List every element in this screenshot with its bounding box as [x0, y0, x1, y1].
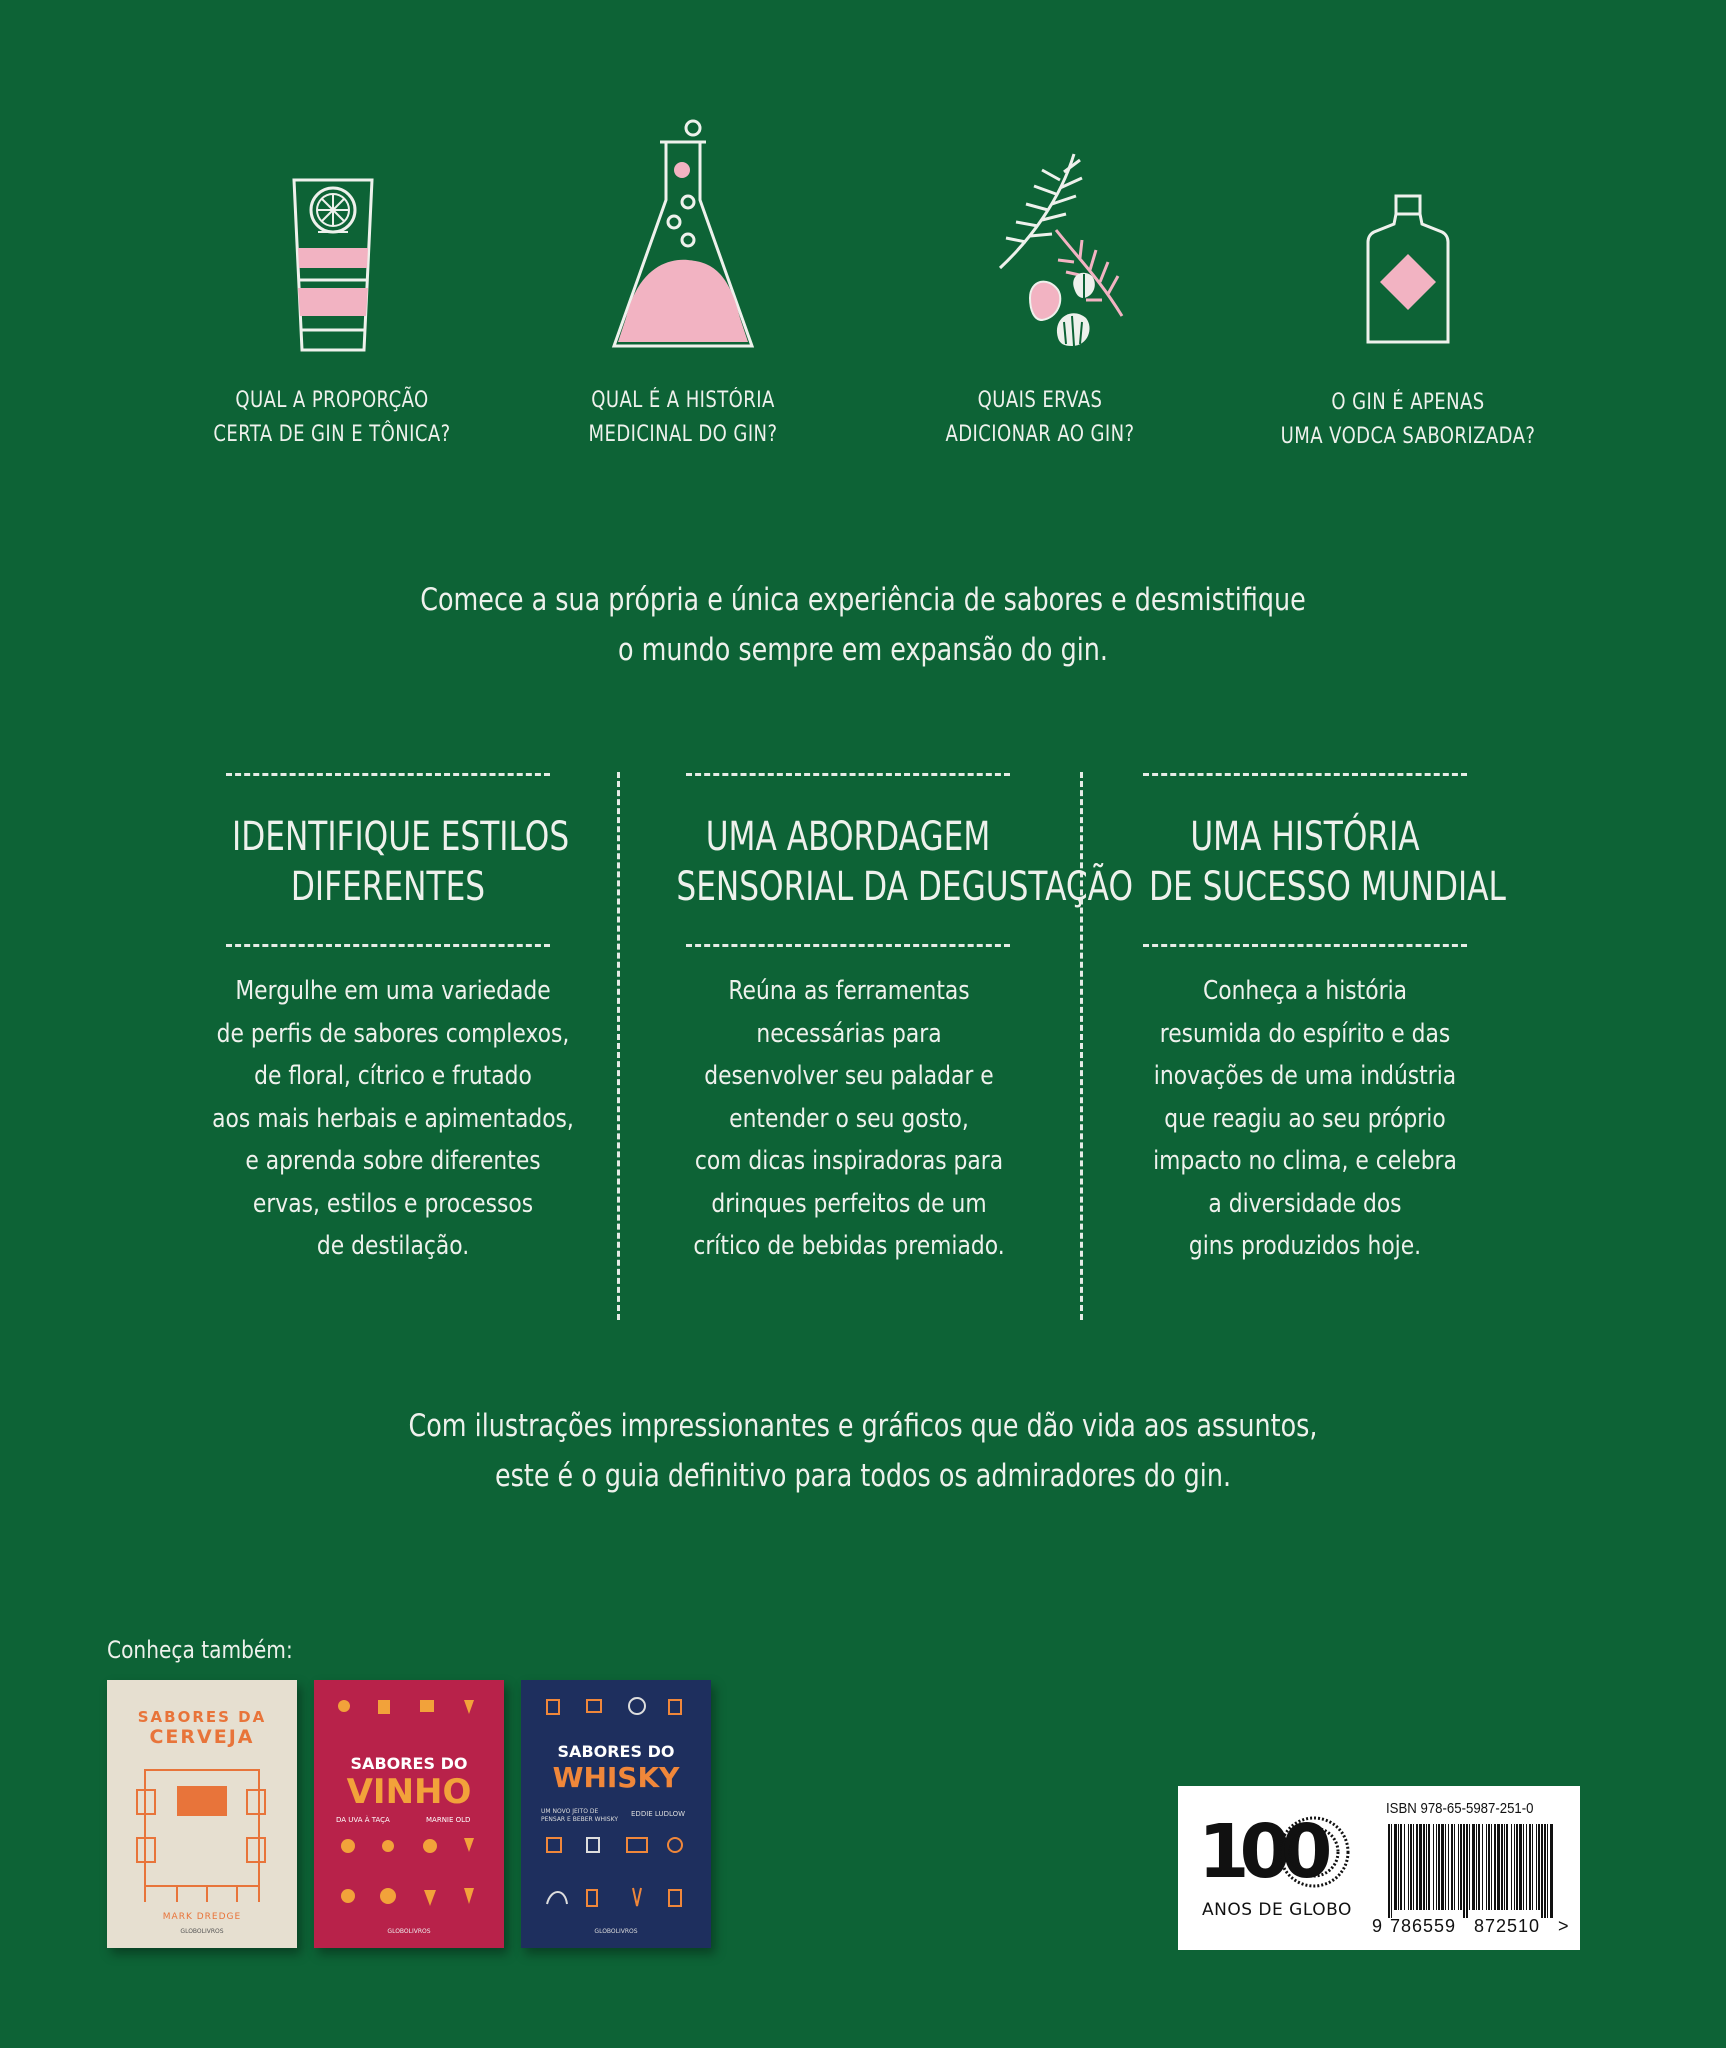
column-1-body-line: de perfis de sabores complexos, — [216, 1018, 570, 1049]
closing-text — [155, 1401, 1570, 1501]
barcode-bar — [1488, 1824, 1490, 1910]
column-2-top-divider — [686, 773, 1010, 776]
book-1-publisher: GLOBOLIVROS — [180, 1928, 224, 1935]
barcode-bar — [1463, 1824, 1465, 1918]
barcode-bar — [1486, 1824, 1487, 1910]
question-3 — [917, 384, 1163, 452]
book-2-publisher: GLOBOLIVROS — [387, 1928, 431, 1935]
book-3-title-line2: WHISKY — [552, 1761, 680, 1794]
column-3-mid-divider — [1143, 944, 1467, 947]
logo-number: 100 — [1198, 1809, 1323, 1895]
barcode-bar — [1519, 1824, 1522, 1910]
barcode-bar — [1445, 1824, 1446, 1910]
book-cover-cerveja[interactable] — [107, 1680, 297, 1948]
barcode-bar — [1466, 1824, 1468, 1918]
question-1-line2: CERTA DE GIN E TÔNICA? — [213, 422, 451, 447]
column-2-body-line: desenvolver seu paladar e — [704, 1061, 994, 1091]
barcode-bar — [1523, 1824, 1524, 1910]
column-3-body-line: que reagiu ao seu próprio — [1164, 1103, 1446, 1134]
book-2-author: MARNIE OLD — [426, 1816, 471, 1824]
barcode-bar — [1491, 1824, 1492, 1910]
column-1-body-line: aos mais herbais e apimentados, — [212, 1103, 574, 1134]
column-2-body-line: drinques perfeitos de um — [711, 1188, 987, 1219]
column-1-top-divider — [226, 773, 550, 776]
bottle-icon — [1366, 192, 1450, 352]
barcode-bar — [1478, 1824, 1480, 1910]
book-2-title-line1: SABORES DO — [350, 1754, 468, 1773]
herbs-icon — [990, 150, 1130, 354]
barcode-bars — [1388, 1824, 1556, 1918]
column-2-title — [676, 812, 1134, 912]
book-1-author: MARK DREDGE — [162, 1912, 242, 1922]
question-2 — [560, 384, 806, 452]
barcode-bar — [1410, 1824, 1412, 1910]
book-3-title — [521, 1742, 711, 1795]
question-4-line1: O GIN É APENAS — [1331, 390, 1485, 415]
column-3-title-line1: UMA HISTÓRIA — [1190, 814, 1420, 860]
barcode-bar — [1391, 1824, 1392, 1918]
barcode-bar — [1428, 1824, 1430, 1910]
column-1-title-line2: DIFERENTES — [290, 864, 486, 910]
barcode-digits-group1: 786559 — [1390, 1916, 1457, 1936]
barcode-bar — [1504, 1824, 1505, 1910]
book-cover-whisky[interactable] — [521, 1680, 711, 1948]
book-3-author: EDDIE LUDLOW — [631, 1810, 686, 1818]
question-4 — [1269, 386, 1548, 454]
column-2-title-line2: SENSORIAL DA DEGUSTAÇÃO — [676, 864, 1134, 910]
question-2-line2: MEDICINAL DO GIN? — [588, 422, 778, 447]
barcode-bar — [1436, 1824, 1437, 1910]
column-3-body-line: a diversidade dos — [1208, 1188, 1402, 1219]
column-1-body — [204, 970, 582, 1268]
column-2-body-line: com dicas inspiradoras para — [694, 1146, 1004, 1176]
barcode-bar — [1423, 1824, 1425, 1910]
barcode-bar — [1438, 1824, 1440, 1910]
logo-caption: ANOS DE GLOBO — [1202, 1900, 1352, 1920]
barcode-bar — [1469, 1824, 1470, 1910]
intro-line1: Comece a sua própria e única experiência de sabores e desmistifique — [420, 582, 1306, 618]
question-3-line2: ADICIONAR AO GIN? — [945, 422, 1135, 447]
barcode-bar — [1408, 1824, 1409, 1910]
column-3-top-divider — [1143, 773, 1467, 776]
book-1-title-line1: SABORES DA — [137, 1708, 267, 1726]
column-2-mid-divider — [686, 944, 1010, 947]
column-3-body-line: inovações de uma indústria — [1153, 1061, 1457, 1091]
question-3-line1: QUAIS ERVAS — [977, 388, 1103, 413]
book-1-title-line2: CERVEJA — [149, 1726, 255, 1748]
question-1 — [209, 384, 455, 452]
column-1-body-line: de destilação. — [316, 1231, 470, 1261]
book-3-subtitle: UM NOVO JEITO DE PENSAR E BEBER WHISKY — [541, 1808, 618, 1823]
barcode-digit-first: 9 — [1372, 1916, 1383, 1936]
isbn-text: ISBN 978-65-5987-251-0 — [1386, 1800, 1534, 1817]
barcode-bar — [1454, 1824, 1455, 1910]
book-3-title-line1: SABORES DO — [557, 1742, 675, 1761]
intro-text — [155, 575, 1570, 675]
book-2-title-line2: VINHO — [346, 1772, 472, 1812]
column-2-body-line: crítico de bebidas premiado. — [693, 1231, 1005, 1261]
column-2-body — [660, 970, 1038, 1268]
barcode-bar — [1532, 1824, 1533, 1910]
column-3-body-line: Conheça a história — [1202, 976, 1408, 1006]
column-2-body-line: Reúna as ferramentas — [728, 976, 970, 1006]
column-1-title — [232, 812, 570, 912]
column-3-title-line2: DE SUCESSO MUNDIAL — [1149, 864, 1506, 910]
book-3-publisher: GLOBOLIVROS — [594, 1928, 638, 1935]
barcode-bar — [1460, 1824, 1462, 1910]
column-2-body-line: entender o seu gosto, — [729, 1103, 969, 1134]
glass-icon — [290, 170, 376, 360]
column-3-body-line: gins produzidos hoje. — [1188, 1231, 1422, 1261]
barcode-bar — [1538, 1824, 1540, 1910]
column-3-title — [1149, 812, 1506, 912]
barcode-digits-group2: 872510 — [1474, 1916, 1541, 1936]
question-2-line1: QUAL É A HISTÓRIA — [591, 388, 775, 413]
whisky-icons-top — [541, 1694, 691, 1734]
barcode-bar — [1433, 1824, 1434, 1910]
barcode-bar — [1472, 1824, 1475, 1910]
barcode-bar — [1426, 1824, 1427, 1910]
book-2-subtitle: DA UVA À TAÇA — [336, 1816, 390, 1824]
barcode-bar — [1526, 1824, 1527, 1910]
barcode-bar — [1441, 1824, 1444, 1910]
barcode-bar — [1416, 1824, 1418, 1910]
barcode-bar — [1482, 1824, 1483, 1910]
intro-line2: o mundo sempre em expansão do gin. — [618, 632, 1108, 668]
wine-icons-top — [334, 1694, 484, 1734]
column-3-body-line: impacto no clima, e celebra — [1153, 1146, 1457, 1176]
barcode-bar — [1398, 1824, 1399, 1910]
column-1-body-line: de floral, cítrico e frutado — [254, 1061, 532, 1091]
barcode-bar — [1541, 1824, 1543, 1918]
barcode-bar — [1451, 1824, 1453, 1910]
flask-icon — [608, 118, 758, 362]
barcode-bar — [1458, 1824, 1459, 1910]
barcode-bar — [1404, 1824, 1405, 1910]
barcode-bar — [1536, 1824, 1537, 1910]
barcode-bar — [1516, 1824, 1518, 1910]
column-1-body-line: Mergulhe em uma variedade — [235, 976, 551, 1006]
vertical-divider-2 — [1080, 772, 1083, 1320]
column-3-body — [1116, 970, 1494, 1268]
column-3-body-line: resumida do espírito e das — [1159, 1018, 1451, 1049]
barcode-bar — [1419, 1824, 1422, 1910]
vertical-divider-1 — [617, 772, 620, 1320]
question-1-line1: QUAL A PROPORÇÃO — [235, 388, 429, 413]
book-cover-vinho[interactable] — [314, 1680, 504, 1948]
barcode-bar — [1514, 1824, 1515, 1910]
also-label: Conheça também: — [107, 1636, 293, 1664]
barcode-bar — [1413, 1824, 1414, 1910]
book-2-title — [314, 1754, 504, 1811]
barcode-bar — [1506, 1824, 1508, 1910]
barcode-bar — [1550, 1824, 1553, 1918]
barcode-arrow: > — [1558, 1916, 1569, 1936]
barcode-bar — [1511, 1824, 1512, 1910]
column-1-title-line1: IDENTIFIQUE ESTILOS — [232, 814, 570, 860]
barcode-bar — [1388, 1824, 1390, 1918]
brewing-diagram-icon — [127, 1756, 277, 1906]
column-1-mid-divider — [226, 944, 550, 947]
barcode-bar — [1544, 1824, 1546, 1918]
whisky-icons-bottom — [541, 1834, 691, 1924]
barcode-bar — [1501, 1824, 1503, 1910]
column-2-body-line: necessárias para — [756, 1018, 942, 1049]
barcode-panel — [1178, 1786, 1580, 1950]
barcode-bar — [1494, 1824, 1496, 1910]
closing-line2: este é o guia definitivo para todos os admiradores do gin. — [494, 1458, 1232, 1494]
barcode-bar — [1529, 1824, 1531, 1910]
barcode-bar — [1400, 1824, 1402, 1910]
question-4-line2: UMA VODCA SABORIZADA? — [1280, 424, 1536, 449]
column-1-body-line: ervas, estilos e processos — [252, 1188, 534, 1219]
column-1-body-line: e aprenda sobre diferentes — [245, 1146, 541, 1176]
column-2-title-line1: UMA ABORDAGEM — [705, 814, 991, 860]
closing-line1: Com ilustrações impressionantes e gráficos que dão vida aos assuntos, — [408, 1408, 1318, 1444]
globo-rings-icon — [1276, 1814, 1352, 1890]
book-1-title — [107, 1708, 297, 1748]
barcode-bar — [1547, 1824, 1548, 1918]
barcode-bar — [1448, 1824, 1449, 1910]
barcode-bar — [1476, 1824, 1477, 1910]
barcode-bar — [1394, 1824, 1397, 1910]
barcode-bar — [1497, 1824, 1500, 1910]
wine-icons-bottom — [334, 1834, 484, 1924]
